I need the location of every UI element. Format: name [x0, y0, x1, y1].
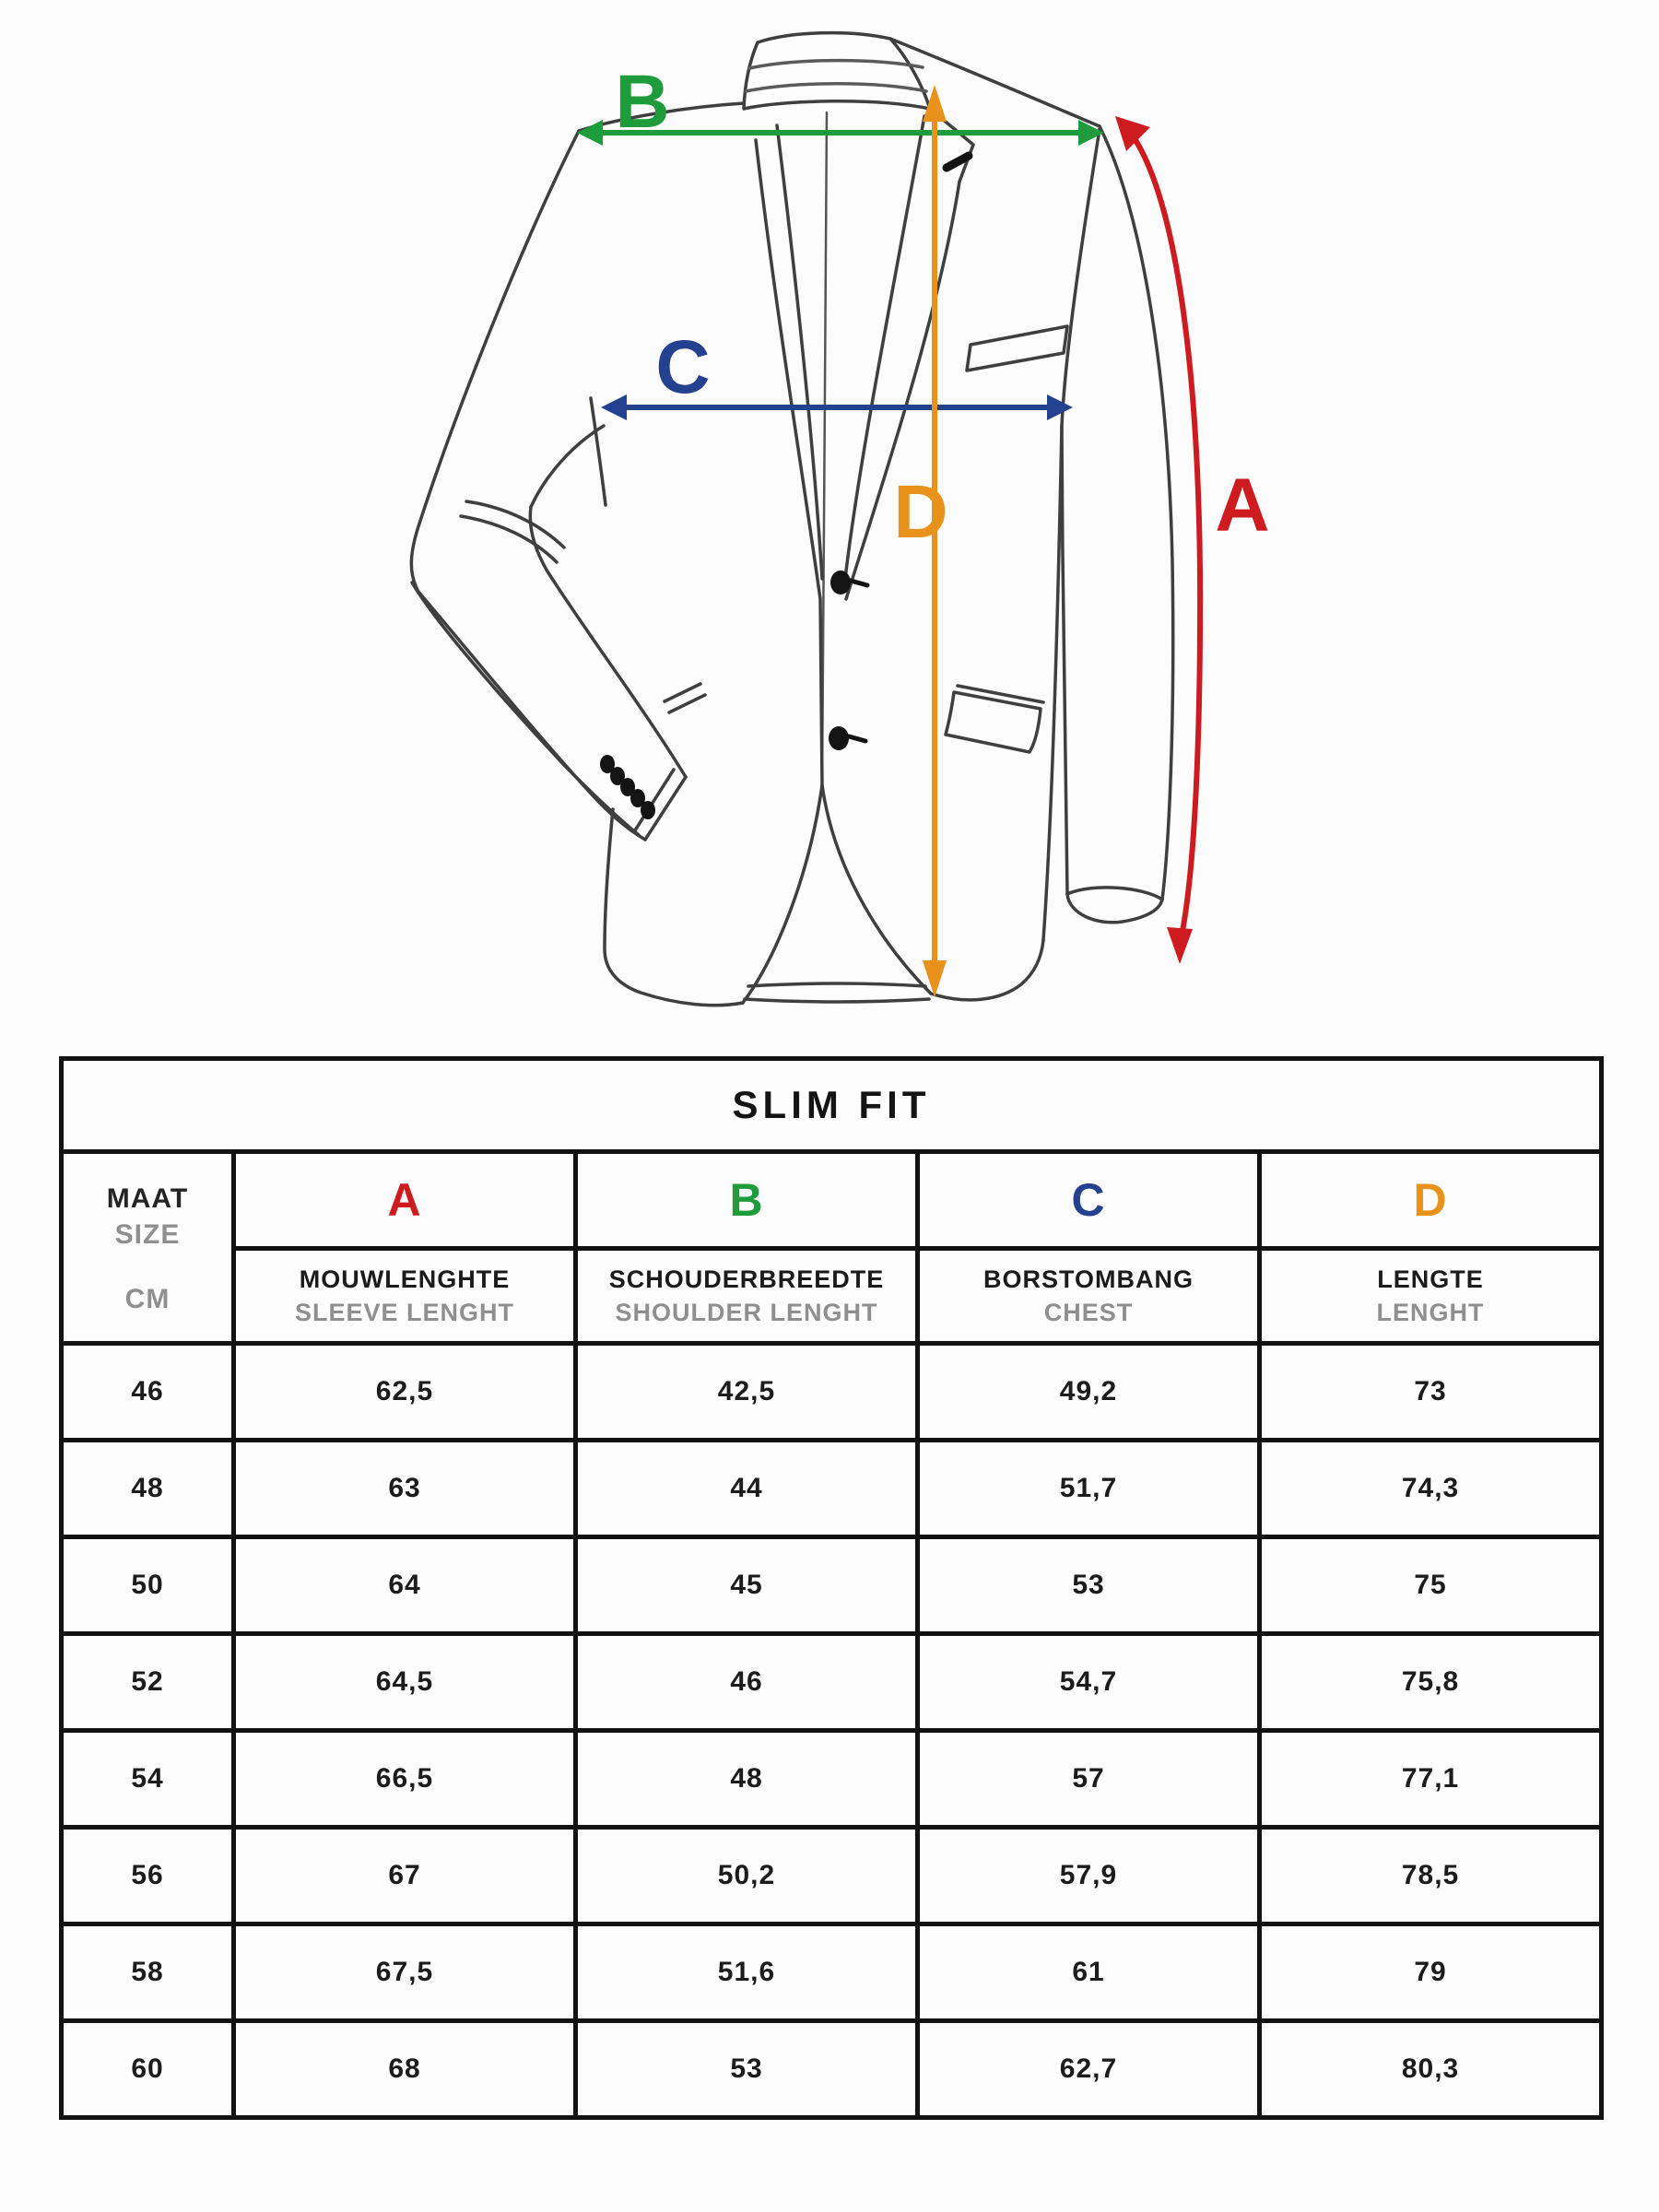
value-cell: 53 — [918, 1537, 1260, 1634]
jacket-measure-diagram — [0, 0, 1659, 1056]
table-row — [62, 1731, 1602, 1828]
value-cell: 54,7 — [918, 1634, 1260, 1731]
value-cell: 49,2 — [918, 1344, 1260, 1441]
value-cell: 42,5 — [576, 1344, 918, 1441]
size-cell: 54 — [62, 1731, 234, 1828]
value-cell: 73 — [1260, 1344, 1602, 1441]
label-c: C — [655, 325, 711, 409]
size-cell: 48 — [62, 1441, 234, 1537]
size-cell: 46 — [62, 1344, 234, 1441]
value-cell: 66,5 — [234, 1731, 576, 1828]
value-cell: 57,9 — [918, 1828, 1260, 1924]
table-row — [62, 1924, 1602, 2021]
column-name-b — [576, 1249, 918, 1344]
value-cell: 51,7 — [918, 1441, 1260, 1537]
column-letter-c: C — [918, 1152, 1260, 1249]
value-cell: 67 — [234, 1828, 576, 1924]
value-cell: 48 — [576, 1731, 918, 1828]
size-cell: 52 — [62, 1634, 234, 1731]
value-cell: 77,1 — [1260, 1731, 1602, 1828]
size-cell: 58 — [62, 1924, 234, 2021]
column-name-c-en: CHEST — [1043, 1299, 1134, 1326]
table-row — [62, 1344, 1602, 1441]
table-row — [62, 2021, 1602, 2118]
value-cell: 80,3 — [1260, 2021, 1602, 2118]
jacket-drawing — [0, 0, 1659, 1056]
table-name-row — [62, 1249, 1602, 1344]
value-cell: 64 — [234, 1537, 576, 1634]
column-name-a-nl: MOUWLENGHTE — [299, 1265, 511, 1293]
value-cell: 62,5 — [234, 1344, 576, 1441]
value-cell: 62,7 — [918, 2021, 1260, 2118]
size-cell: 60 — [62, 2021, 234, 2118]
value-cell: 68 — [234, 2021, 576, 2118]
value-cell: 74,3 — [1260, 1441, 1602, 1537]
value-cell: 63 — [234, 1441, 576, 1537]
column-name-a — [234, 1249, 576, 1344]
value-cell: 79 — [1260, 1924, 1602, 2021]
column-letter-a: A — [234, 1152, 576, 1249]
sleeve-length-arrow — [1115, 116, 1200, 964]
value-cell: 57 — [918, 1731, 1260, 1828]
breast-pocket — [967, 326, 1067, 371]
hip-pocket-left — [665, 684, 705, 712]
value-cell: 51,6 — [576, 1924, 918, 2021]
size-cell: 56 — [62, 1828, 234, 1924]
right-shoulder-seam — [890, 39, 1100, 126]
table-letter-row — [62, 1152, 1602, 1249]
value-cell: 61 — [918, 1924, 1260, 2021]
label-b: B — [615, 60, 670, 144]
value-cell: 64,5 — [234, 1634, 576, 1731]
hip-pocket-right — [946, 686, 1043, 752]
table-title: SLIM FIT — [62, 1059, 1602, 1152]
label-a: A — [1215, 464, 1270, 547]
column-name-d — [1260, 1249, 1602, 1344]
size-header-cm: CM — [124, 1283, 171, 1314]
value-cell: 75,8 — [1260, 1634, 1602, 1731]
table-row — [62, 1441, 1602, 1537]
lapels — [756, 109, 973, 785]
size-header-size: SIZE — [114, 1218, 181, 1250]
column-name-d-en: LENGHT — [1376, 1299, 1485, 1326]
column-name-b-nl: SCHOUDERBREEDTE — [608, 1265, 885, 1293]
table-row — [62, 1828, 1602, 1924]
table-title-row — [62, 1059, 1602, 1152]
left-sleeve — [411, 131, 686, 840]
size-header-maat: MAAT — [106, 1182, 189, 1214]
table-row — [62, 1634, 1602, 1731]
size-table — [59, 1056, 1604, 2120]
size-cell: 50 — [62, 1537, 234, 1634]
value-cell: 53 — [576, 2021, 918, 2118]
column-letter-b: B — [576, 1152, 918, 1249]
value-cell: 75 — [1260, 1537, 1602, 1634]
center-front-line — [822, 112, 827, 785]
column-name-c — [918, 1249, 1260, 1344]
column-letter-d: D — [1260, 1152, 1602, 1249]
column-name-b-en: SHOULDER LENGHT — [615, 1299, 878, 1326]
table-row — [62, 1537, 1602, 1634]
value-cell: 67,5 — [234, 1924, 576, 2021]
value-cell: 46 — [576, 1634, 918, 1731]
column-name-a-en: SLEEVE LENGHT — [294, 1299, 515, 1326]
value-cell: 78,5 — [1260, 1828, 1602, 1924]
value-cell: 44 — [576, 1441, 918, 1537]
label-d: D — [893, 470, 948, 554]
value-cell: 50,2 — [576, 1828, 918, 1924]
value-cell: 45 — [576, 1537, 918, 1634]
column-name-c-nl: BORSTOMBANG — [982, 1265, 1194, 1293]
right-sleeve — [1062, 126, 1173, 923]
column-name-d-nl: LENGTE — [1377, 1265, 1484, 1293]
size-header-cell — [62, 1152, 234, 1344]
jacket-body — [591, 398, 1062, 1006]
